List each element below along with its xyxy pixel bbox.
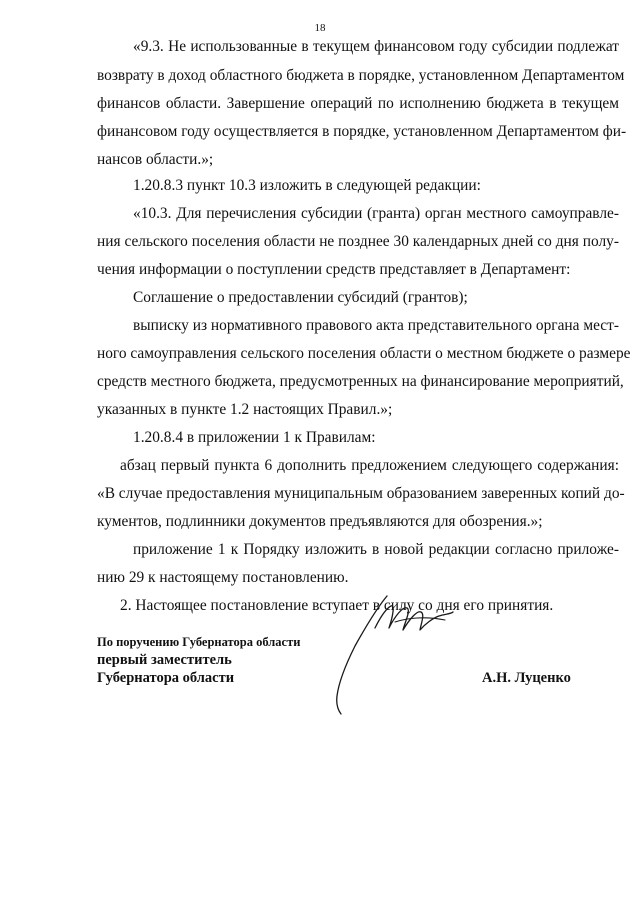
signatory-name: А.Н. Луценко: [482, 670, 571, 686]
text-line: приложение 1 к Порядку изложить в новой редакции согласно приложе-: [133, 541, 619, 558]
text-line: выписку из нормативного правового акта представительного органа мест-: [133, 317, 619, 334]
text-line: ного самоуправления сельского поселения области о местном бюджете о размере: [97, 345, 631, 362]
text-line: «В случае предоставления муниципальным образованием заверенных копий до-: [97, 485, 625, 502]
page-number: 18: [314, 22, 326, 34]
text-line: ния сельского поселения области не позднее 30 календарных дней со дня полу-: [97, 233, 619, 250]
text-line: «10.3. Для перечисления субсидии (гранта) орган местного самоуправле-: [133, 205, 619, 222]
text-line: кументов, подлинники документов предъявляются для обозрения.»;: [97, 513, 543, 530]
text-line: нансов области.»;: [97, 151, 214, 168]
text-line: чения информации о поступлении средств представляет в Департамент:: [97, 261, 571, 278]
text-line: возврату в доход областного бюджета в порядке, установленном Департаментом: [97, 67, 625, 84]
text-line: абзац первый пункта 6 дополнить предложением следующего содержания:: [120, 457, 619, 474]
text-line: финансов области. Завершение операций по исполнению бюджета в текущем: [97, 95, 619, 112]
text-line: 1.20.8.3 пункт 10.3 изложить в следующей редакции:: [133, 177, 481, 194]
text-line: нию 29 к настоящему постановлению.: [97, 569, 349, 586]
text-line: указанных в пункте 1.2 настоящих Правил.»;: [97, 401, 393, 418]
signatory-position-line1: первый заместитель: [97, 652, 232, 668]
signatory-position-line2: Губернатора области: [97, 670, 235, 686]
on-behalf-label: По поручению Губернатора области: [97, 635, 301, 649]
text-line: 2. Настоящее постановление вступает в силу со дня его принятия.: [120, 597, 554, 614]
text-line: финансовом году осуществляется в порядке, установленном Департаментом фи-: [97, 123, 627, 140]
text-line: «9.3. Не использованные в текущем финансовом году субсидии подлежат: [133, 38, 619, 55]
text-line: Соглашение о предоставлении субсидий (грантов);: [133, 289, 468, 306]
text-line: 1.20.8.4 в приложении 1 к Правилам:: [133, 429, 376, 446]
handwritten-signature: [325, 588, 475, 718]
text-line: средств местного бюджета, предусмотренных на финансирование мероприятий,: [97, 373, 624, 390]
